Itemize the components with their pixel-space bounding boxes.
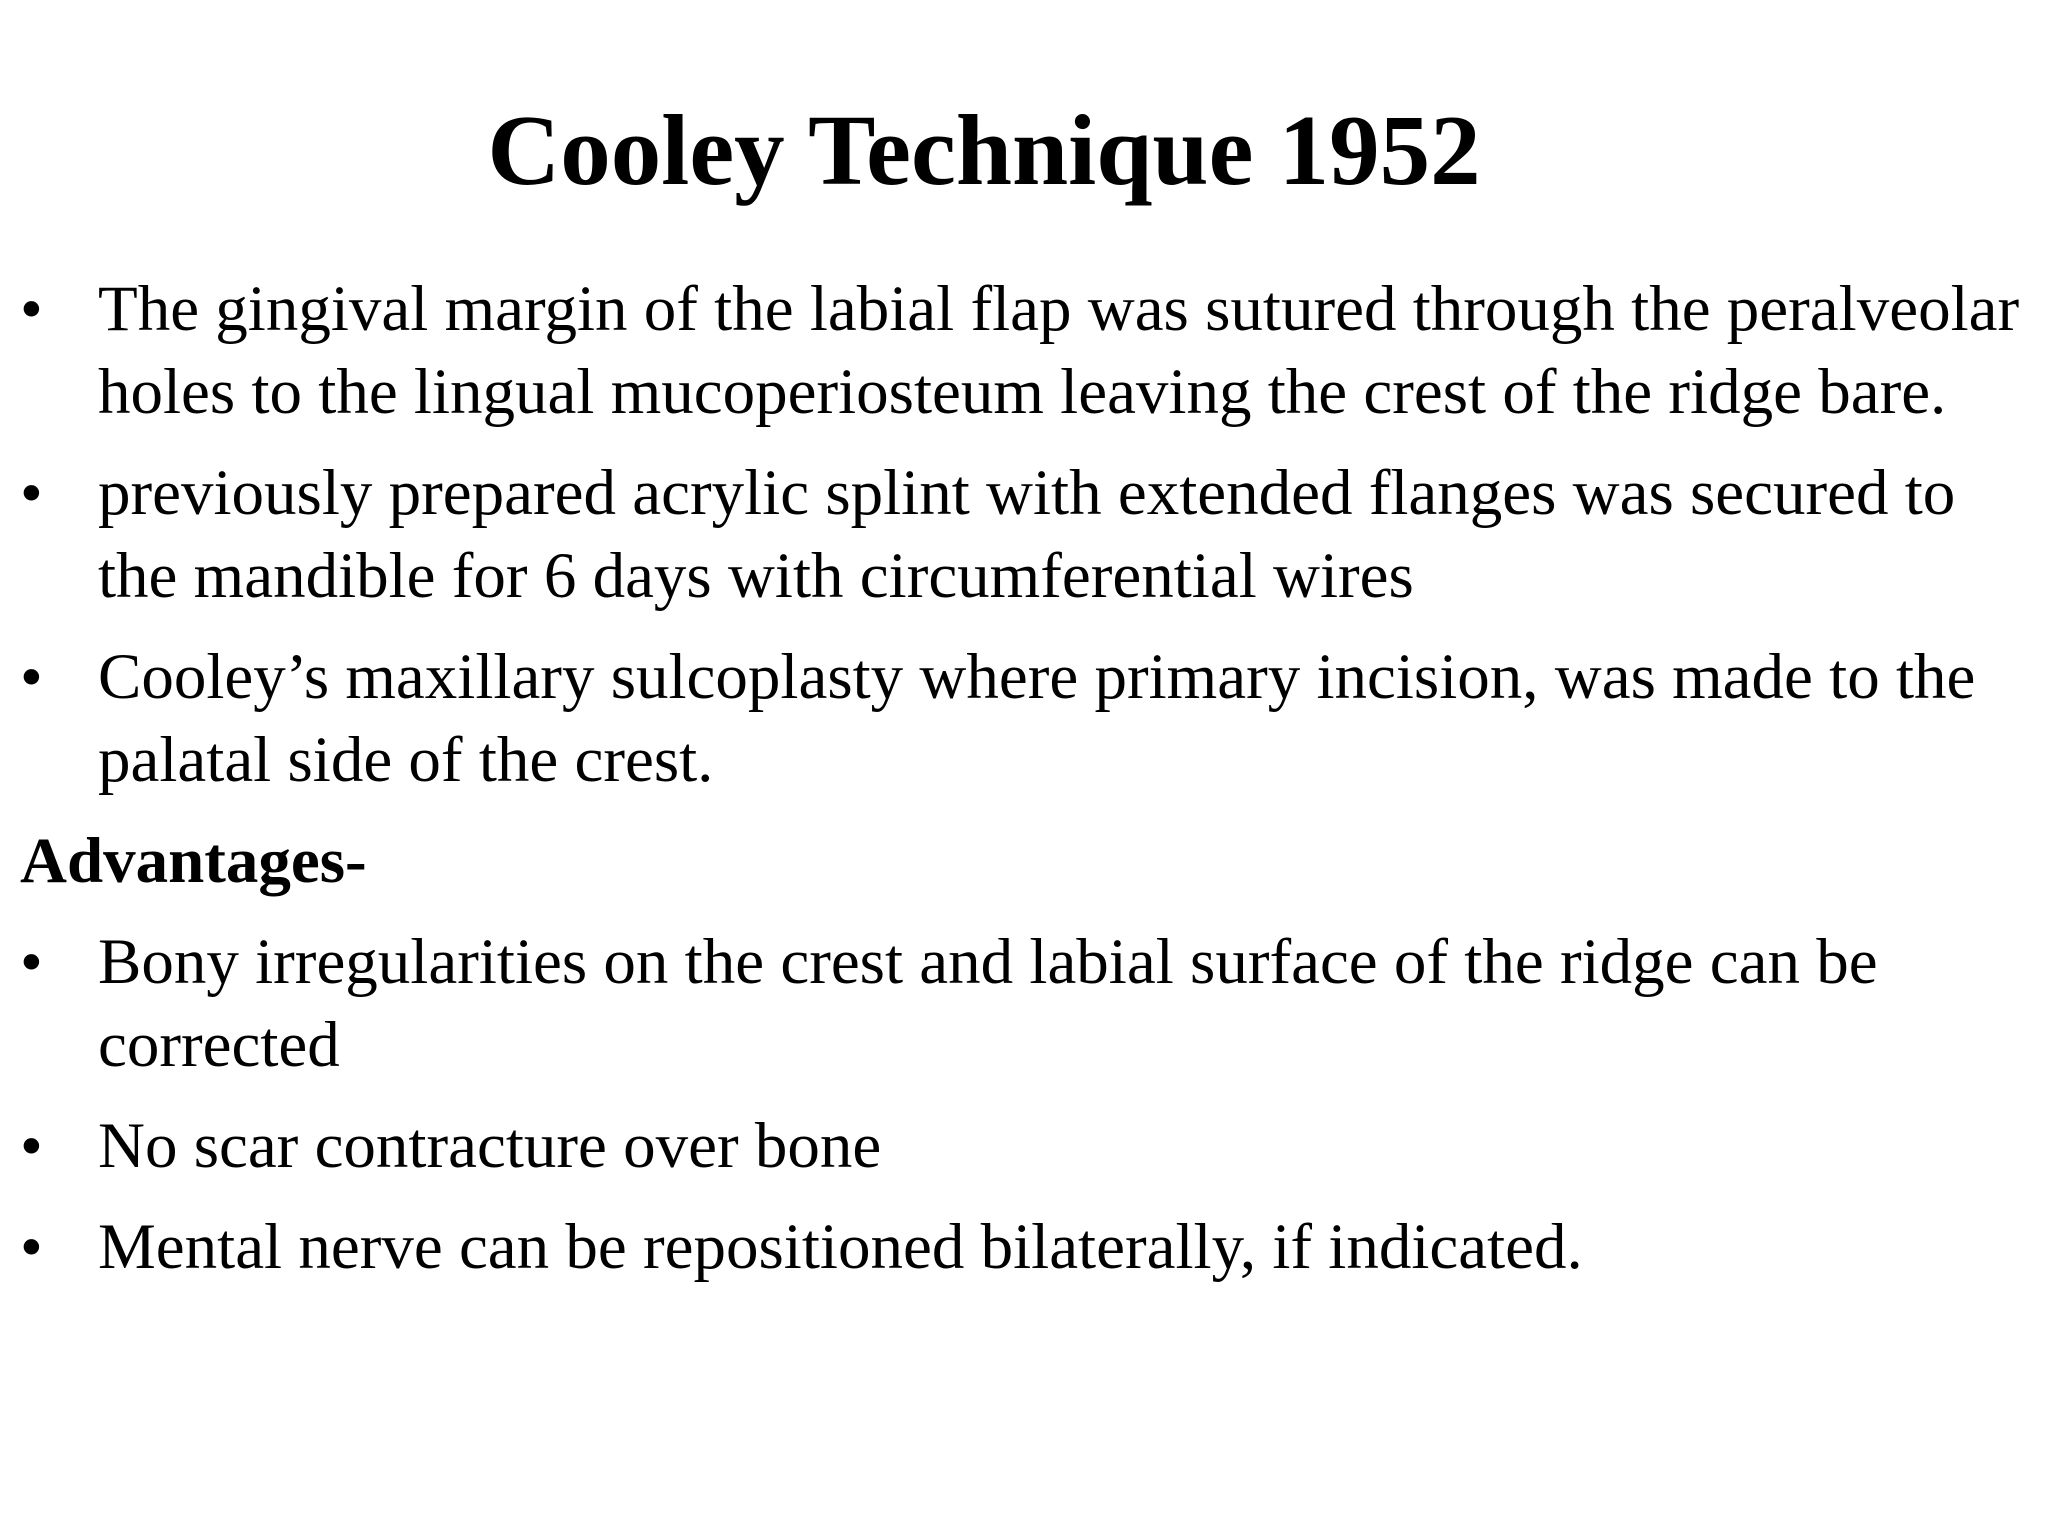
slide-title: Cooley Technique 1952 [487, 94, 1481, 206]
bullet-icon: • [20, 273, 43, 345]
bullet-icon: • [20, 1110, 43, 1182]
list-item [20, 921, 2020, 1087]
slide-body [20, 268, 2020, 1307]
technique-bullet-list [20, 268, 2020, 802]
bullet-icon: • [20, 1211, 43, 1283]
bullet-text: The gingival margin of the labial flap was sutured through the peralveolar holes to the lingual mucoperiosteum leaving the crest of the ridge bare. [98, 273, 2020, 428]
list-item [20, 268, 2020, 434]
list-item [20, 452, 2020, 618]
bullet-text: No scar contracture over bone [98, 1110, 882, 1182]
bullet-icon: • [20, 457, 43, 529]
list-item [20, 1105, 2020, 1188]
bullet-icon: • [20, 926, 43, 998]
bullet-text: Bony irregularities on the crest and labial surface of the ridge can be corrected [98, 926, 1878, 1081]
bullet-icon: • [20, 641, 43, 713]
advantages-heading: Advantages- [20, 825, 367, 897]
bullet-text: Mental nerve can be repositioned bilaterally, if indicated. [98, 1211, 1583, 1283]
bullet-text: previously prepared acrylic splint with extended flanges was secured to the mandible for 6 days with circumferential wires [98, 457, 1956, 612]
list-item [20, 636, 2020, 802]
advantages-bullet-list [20, 921, 2020, 1289]
list-item [20, 1206, 2020, 1289]
bullet-text: Cooley’s maxillary sulcoplasty where primary incision, was made to the palatal side of the crest. [98, 641, 1976, 796]
